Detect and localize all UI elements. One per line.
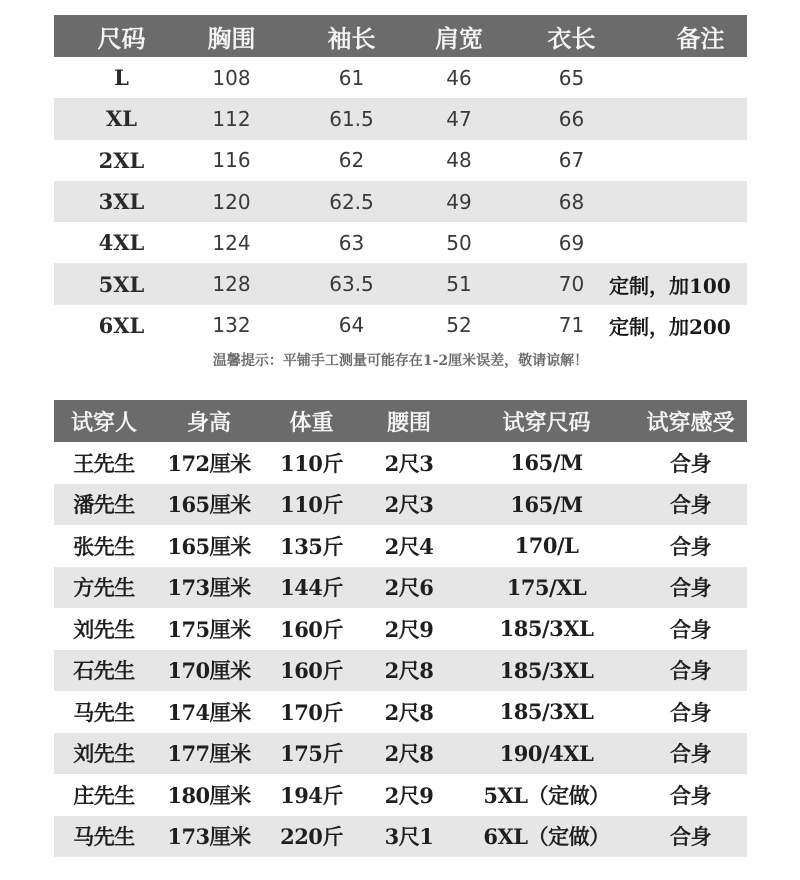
size-row: [54, 140, 747, 181]
fitting-row: [54, 816, 747, 858]
cell-weight: 135斤: [280, 533, 343, 559]
cell-shoulder: 52: [446, 313, 472, 338]
header-length: 衣长: [547, 23, 596, 53]
cell-fit-size: 170/L: [514, 533, 579, 559]
header-sleeve: 袖长: [327, 23, 376, 53]
cell-chest: 112: [212, 106, 251, 131]
cell-shoulder: 51: [446, 272, 472, 297]
header-size: 尺码: [97, 23, 146, 53]
header-note: 备注: [676, 23, 725, 53]
cell-sleeve: 61: [338, 65, 365, 90]
fitting-body: [54, 442, 747, 857]
cell-sleeve: 62: [338, 148, 365, 173]
cell-size: 2XL: [98, 147, 145, 173]
cell-fit-size: 5XL（定做）: [483, 782, 610, 808]
cell-feeling: 合身: [670, 450, 711, 476]
cell-shoulder: 46: [446, 65, 472, 90]
cell-length: 71: [558, 313, 585, 338]
cell-height: 165厘米: [167, 533, 251, 559]
cell-weight: 160斤: [280, 658, 343, 684]
fitting-row: [54, 733, 747, 775]
cell-fit-size: 185/3XL: [499, 657, 594, 683]
cell-length: 68: [558, 189, 585, 214]
cell-sleeve: 61.5: [329, 106, 374, 131]
size-chart-header: [54, 15, 747, 57]
cell-sleeve: 63.5: [329, 272, 374, 297]
size-row: [54, 181, 747, 222]
cell-waist: 2尺9: [384, 782, 434, 808]
cell-height: 174厘米: [167, 699, 251, 725]
cell-chest: 120: [212, 189, 251, 214]
cell-shoulder: 49: [446, 189, 472, 214]
cell-length: 65: [558, 65, 585, 90]
cell-waist: 2尺4: [384, 533, 434, 559]
measurement-hint: 温馨提示：平铺手工测量可能存在1-2厘米误差，敬请谅解！: [212, 353, 589, 369]
size-row: [54, 222, 747, 263]
cell-note: 定制，加200: [609, 314, 731, 339]
cell-fit-size: 175/XL: [506, 574, 587, 600]
cell-sleeve: 64: [338, 313, 365, 338]
cell-fit-size: 185/3XL: [499, 699, 594, 725]
cell-waist: 2尺8: [384, 699, 434, 725]
cell-weight: 160斤: [280, 616, 343, 642]
cell-tester: 潘先生: [73, 492, 135, 518]
header-chest: 胸围: [207, 23, 256, 53]
fitting-row: [54, 442, 747, 484]
cell-height: 177厘米: [167, 741, 251, 767]
cell-weight: 220斤: [280, 824, 343, 850]
cell-shoulder: 47: [446, 106, 472, 131]
cell-length: 67: [558, 148, 585, 173]
cell-sleeve: 62.5: [329, 189, 374, 214]
cell-height: 180厘米: [167, 782, 251, 808]
fitting-row: [54, 774, 747, 816]
fitting-row: [54, 691, 747, 733]
fitting-row: [54, 567, 747, 609]
cell-waist: 2尺8: [384, 741, 434, 767]
cell-height: 175厘米: [167, 616, 251, 642]
fitting-row: [54, 608, 747, 650]
cell-fit-size: 165/M: [510, 450, 583, 476]
cell-chest: 128: [212, 272, 251, 297]
cell-waist: 3尺1: [384, 824, 434, 850]
cell-feeling: 合身: [670, 492, 711, 518]
size-chart-body: [54, 57, 747, 346]
cell-tester: 石先生: [73, 658, 135, 684]
cell-length: 69: [558, 230, 585, 255]
cell-feeling: 合身: [670, 741, 711, 767]
cell-fit-size: 185/3XL: [499, 616, 594, 642]
cell-sleeve: 63: [338, 230, 365, 255]
cell-fit-size: 190/4XL: [499, 740, 594, 766]
fitting-row: [54, 525, 747, 567]
cell-tester: 刘先生: [73, 616, 135, 642]
cell-weight: 194斤: [280, 782, 343, 808]
fitting-row: [54, 650, 747, 692]
size-row: [54, 57, 747, 98]
cell-height: 173厘米: [167, 575, 251, 601]
cell-height: 170厘米: [167, 658, 251, 684]
cell-weight: 110斤: [280, 492, 343, 518]
size-chart-table: [54, 15, 747, 346]
size-row: [54, 98, 747, 139]
cell-height: 165厘米: [167, 492, 251, 518]
cell-size: XL: [105, 106, 138, 132]
cell-tester: 马先生: [73, 699, 135, 725]
cell-shoulder: 48: [446, 148, 472, 173]
cell-shoulder: 50: [446, 230, 472, 255]
header-shoulder: 肩宽: [435, 23, 483, 53]
cell-tester: 刘先生: [73, 741, 135, 767]
cell-waist: 2尺3: [384, 492, 434, 518]
cell-feeling: 合身: [670, 699, 711, 725]
cell-feeling: 合身: [670, 824, 711, 850]
cell-fit-size: 6XL（定做）: [483, 824, 610, 850]
cell-tester: 王先生: [73, 450, 135, 476]
cell-height: 173厘米: [167, 824, 251, 850]
cell-chest: 124: [212, 230, 251, 255]
cell-chest: 116: [212, 148, 251, 173]
header-fit-size: 试穿尺码: [502, 409, 591, 436]
fitting-header: [54, 400, 747, 442]
cell-chest: 108: [212, 65, 251, 90]
cell-height: 172厘米: [167, 450, 251, 476]
cell-waist: 2尺6: [384, 575, 434, 601]
fitting-row: [54, 484, 747, 526]
header-weight: 体重: [289, 409, 334, 436]
size-row: [54, 263, 747, 304]
size-row: [54, 305, 747, 346]
cell-weight: 144斤: [280, 575, 343, 601]
cell-tester: 庄先生: [73, 782, 135, 808]
cell-length: 66: [558, 106, 585, 131]
cell-tester: 马先生: [73, 824, 135, 850]
cell-length: 70: [558, 272, 585, 297]
cell-feeling: 合身: [670, 616, 711, 642]
cell-feeling: 合身: [670, 575, 711, 601]
cell-waist: 2尺3: [384, 450, 434, 476]
cell-weight: 110斤: [280, 450, 343, 476]
cell-waist: 2尺9: [384, 616, 434, 642]
header-tester: 试穿人: [70, 409, 137, 436]
cell-tester: 张先生: [73, 533, 135, 559]
fitting-table: [54, 400, 747, 857]
cell-size: 6XL: [98, 312, 145, 338]
cell-tester: 方先生: [73, 575, 135, 601]
header-height: 身高: [186, 409, 231, 436]
cell-size: 3XL: [98, 189, 145, 215]
cell-size: 5XL: [98, 271, 145, 297]
cell-weight: 175斤: [280, 741, 343, 767]
cell-size: L: [114, 65, 129, 91]
cell-note: 定制，加100: [609, 273, 731, 298]
cell-weight: 170斤: [280, 699, 343, 725]
cell-feeling: 合身: [670, 658, 711, 684]
cell-feeling: 合身: [670, 533, 711, 559]
header-waist: 腰围: [386, 409, 431, 436]
header-feeling: 试穿感受: [646, 409, 735, 436]
cell-chest: 132: [212, 313, 251, 338]
cell-waist: 2尺8: [384, 658, 434, 684]
cell-size: 4XL: [98, 230, 145, 256]
cell-feeling: 合身: [670, 782, 711, 808]
cell-fit-size: 165/M: [510, 491, 583, 517]
